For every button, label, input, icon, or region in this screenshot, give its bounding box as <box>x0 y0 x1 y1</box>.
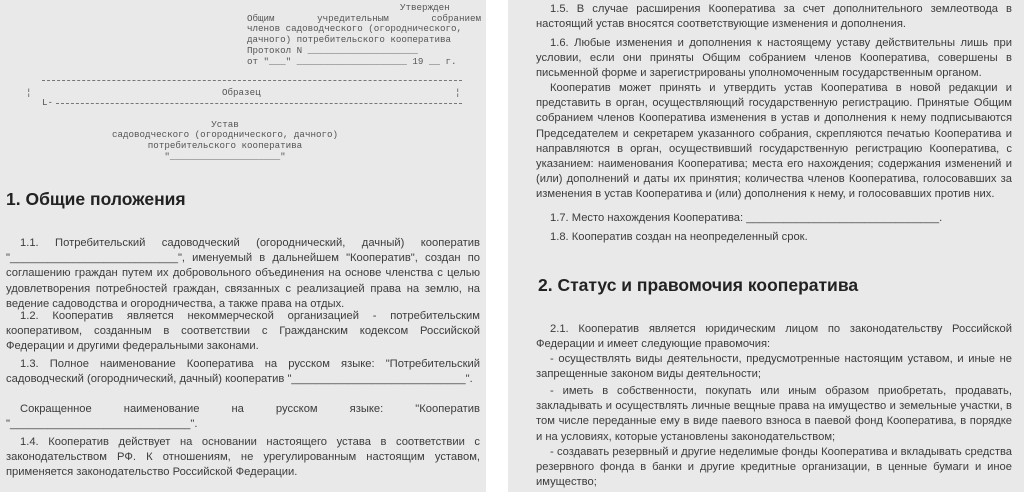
paragraph-2-1 <box>536 322 1012 352</box>
paragraph-1-6-new-edition <box>536 81 1012 203</box>
approval-date: от "___" ____________________ 19 __ г. <box>247 56 457 67</box>
sample-frame-top <box>42 80 462 81</box>
paragraph-1-2-text: 1.2. Кооператив является некоммерческой организацией - потребительским кооперативом, созданным в соответствии с Гражданским кодексом Российской Федерации и другими федеральными законами. <box>6 310 480 353</box>
approval-line-2: членов садоводческого (огороднического, <box>247 23 463 34</box>
paragraph-1-1-text: 1.1. Потребительский садоводческий (огороднический, дачный) кооператив "___________________________", именуемый в дальнейшем "Кооператив", создан по соглашению граждан путем их добровольного объединения на основе членства с целью удовлетворения потребностей граждан, связанных с реализацией права на землю, на ведение садоводства и огородничества, а также права на отдых. <box>6 237 480 310</box>
approval-protocol: Протокол N ____________________ <box>247 45 418 56</box>
heading-status-powers: 2. Статус и правомочия кооператива <box>538 275 859 295</box>
left-page <box>0 0 486 492</box>
bullet-activities <box>536 352 1012 382</box>
paragraph-1-5 <box>536 2 1012 32</box>
sample-frame-right: ¦ <box>455 87 461 98</box>
sample-frame-corner: L- <box>42 97 54 108</box>
sample-frame-left: ¦ <box>26 87 32 98</box>
paragraph-1-4 <box>6 435 480 481</box>
paragraph-1-8 <box>536 230 1012 245</box>
bullet-funds <box>536 445 1012 491</box>
bullet-activities-text: - осуществлять виды деятельности, предусмотренные настоящим уставом, и иные не запрещенные законом виды деятельности; <box>536 353 1012 381</box>
paragraph-1-3-short-name-text: Сокращенное наименование на русском языке: "Кооператив "_____________________________". <box>6 403 480 431</box>
paragraph-1-3-short-name <box>6 402 480 432</box>
ustav-line-1: Устав <box>211 119 239 130</box>
bullet-property-text: - иметь в собственности, покупать или иным образом приобретать, продавать, закладывать и осуществлять личные вещные права на имущество и земельные участки, в том числе переданные ему в виде паевого взноса в паевой фонд Кооператива, в порядке и на условиях, которые установлены законодательством; <box>536 385 1012 443</box>
paragraph-1-6 <box>536 36 1012 82</box>
paragraph-1-6-text: 1.6. Любые изменения и дополнения к настоящему уставу действительны лишь при условии, если они приняты Общим собранием членов Кооператива, совершены в письменной форме и зарегистрированы уполномоченным государственным органом. <box>536 37 1012 80</box>
heading-general-provisions: 1. Общие положения <box>6 189 186 209</box>
paragraph-1-6-new-edition-text: Кооператив может принять и утвердить устав Кооператива в новой редакции и представить в орган, осуществляющий государственную регистрацию. Принятые Общим собранием членов Кооператива изменения в устав и дополнения к нему подписываются Председателем и секретарем указанного собрания, скрепляются печатью Кооператива и направляются в орган, осуществивший государственную регистрацию Кооператива, с указанием: наименования Кооператива; места его нахождения; содержания изменений и (или) дополнений и даты их принятия; количества членов Кооператива, голосовавших за изменения в устав Кооператива и (или) дополнения к нему, и голосовавших против них. <box>536 82 1012 201</box>
approval-line-1: Общим учредительным собранием <box>247 13 481 24</box>
paragraph-2-1-text: 2.1. Кооператив является юридическим лицом по законодательству Российской Федерации и имеет следующие правомочия: <box>536 323 1012 351</box>
sample-label: Образец <box>222 87 261 98</box>
sample-frame-bottom <box>56 103 462 104</box>
right-page <box>508 0 1024 492</box>
approval-line-3: дачного) потребительского кооператива <box>247 34 451 45</box>
ustav-line-2: садоводческого (огороднического, дачного) <box>111 129 339 140</box>
approval-approved: Утвержден <box>400 2 450 13</box>
ustav-line-4: "____________________" <box>164 151 286 162</box>
paragraph-1-1 <box>6 236 480 312</box>
paragraph-1-3-text: 1.3. Полное наименование Кооператива на русском языке: "Потребительский садоводческий (огороднический, дачный) кооператив "____________________________". <box>6 358 480 386</box>
bullet-property <box>536 384 1012 445</box>
bullet-funds-text: - создавать резервный и другие неделимые фонды Кооператива и вкладывать средства резервного фонда в банки и другие кредитные организации, в ценные бумаги и иное имущество; <box>536 446 1012 489</box>
paragraph-1-5-text: 1.5. В случае расширения Кооператива за счет дополнительного землеотвода в настоящий устав вносятся соответствующие изменения и дополнения. <box>536 3 1012 31</box>
paragraph-1-7-text: 1.7. Место нахождения Кооператива: _______________________________. <box>550 212 943 224</box>
paragraph-1-4-text: 1.4. Кооператив действует на основании настоящего устава в соответствии с законодательством РФ. К отношениям, не урегулированным настоящим уставом, применяется законодательство Российской Федерации. <box>6 436 480 479</box>
paragraph-1-8-text: 1.8. Кооператив создан на неопределенный срок. <box>550 231 808 243</box>
paragraph-1-2 <box>6 309 480 355</box>
paragraph-1-7 <box>536 211 1012 226</box>
ustav-line-3: потребительского кооператива <box>147 140 303 151</box>
paragraph-1-3 <box>6 357 480 387</box>
